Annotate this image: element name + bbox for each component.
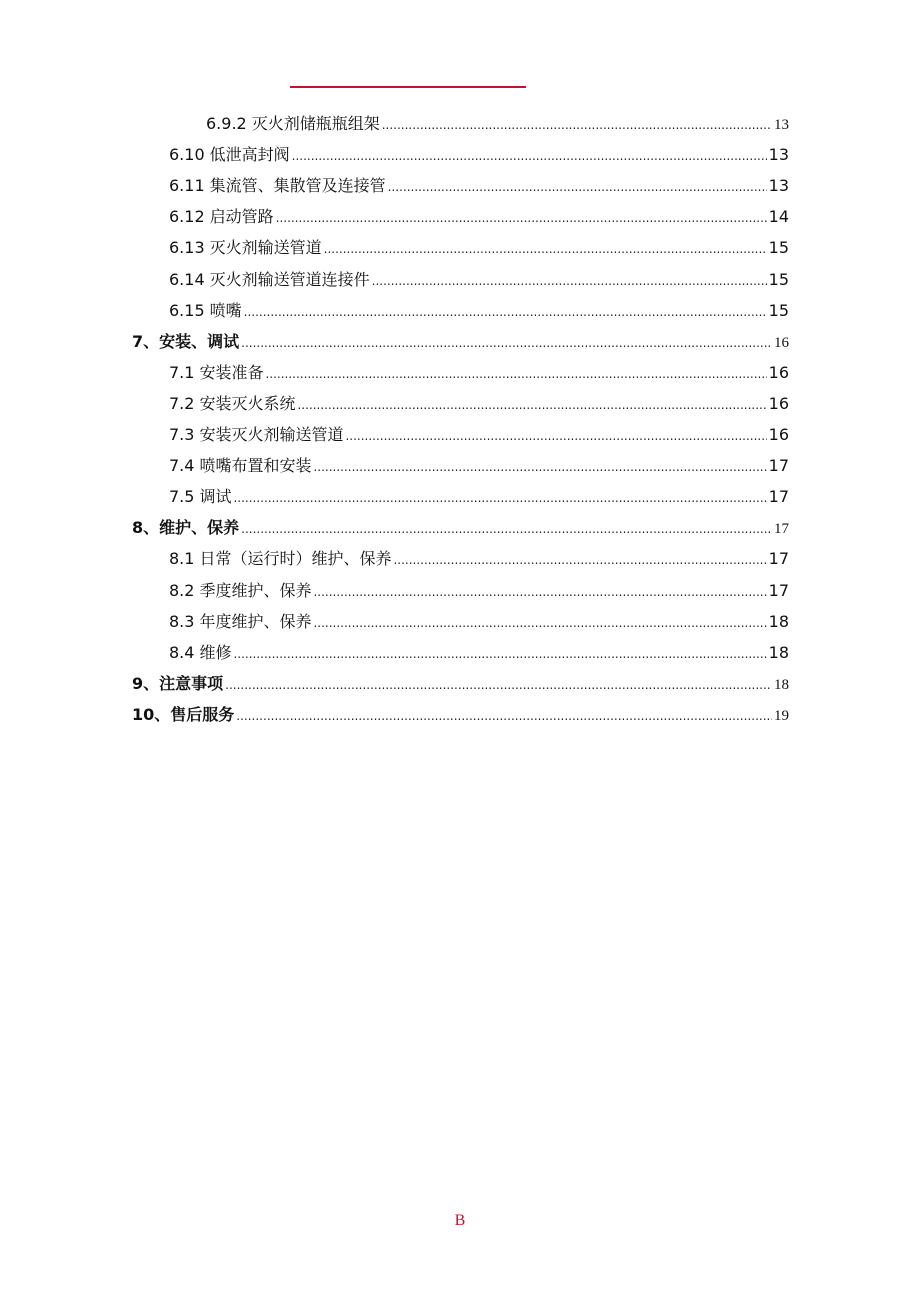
toc-entry-page: 17 — [768, 456, 789, 475]
toc-entry-page: 17 — [768, 581, 789, 600]
toc-entry-page: 17 — [774, 521, 789, 537]
toc-entry-number: 6.11 — [169, 176, 205, 195]
header-rule — [290, 86, 526, 88]
toc-entry-number: 8.2 — [169, 581, 195, 600]
toc-entry[interactable] — [169, 606, 789, 637]
toc-entry-page: 15 — [768, 238, 789, 257]
toc-entry-page: 16 — [768, 394, 789, 413]
toc-entry[interactable] — [169, 357, 789, 388]
toc-entry[interactable] — [169, 264, 789, 295]
toc-entry-page: 19 — [774, 708, 789, 724]
toc-dot-leader — [297, 388, 766, 421]
toc-entry-number: 7.5 — [169, 487, 195, 506]
toc-entry-title: 灭火剂输送管道连接件 — [209, 270, 370, 289]
footer-mark: B — [454, 1212, 466, 1229]
toc-entry-title: 安装灭火剂输送管道 — [199, 425, 344, 444]
toc-entry-page: 13 — [768, 176, 789, 195]
toc-entry-page: 13 — [774, 117, 789, 133]
toc-entry-page: 15 — [768, 270, 789, 289]
toc-entry-number: 6.10 — [169, 145, 205, 164]
toc-entry-title: 喷嘴布置和安装 — [199, 456, 312, 475]
toc-entry-title: 低泄高封阀 — [209, 145, 290, 164]
toc-entry-page: 15 — [768, 301, 789, 320]
toc-entry-title: 年度维护、保养 — [199, 612, 312, 631]
toc-dot-leader — [388, 170, 767, 203]
toc-entry[interactable] — [132, 512, 789, 543]
toc-entry[interactable] — [169, 481, 789, 512]
toc-entry-page: 16 — [768, 425, 789, 444]
toc-dot-leader — [265, 357, 766, 390]
toc-dot-leader — [382, 108, 772, 141]
toc-entry[interactable] — [169, 170, 789, 201]
toc-dot-leader — [292, 139, 767, 172]
toc-entry-number: 8.3 — [169, 612, 195, 631]
toc-entry-page: 13 — [768, 145, 789, 164]
toc-entry-number: 8、 — [132, 518, 160, 537]
toc-entry[interactable] — [169, 232, 789, 263]
toc-dot-leader — [233, 637, 766, 670]
toc-entry[interactable] — [169, 575, 789, 606]
toc-entry-page: 16 — [768, 363, 789, 382]
toc-entry-number: 7、 — [132, 332, 160, 351]
toc-entry-page: 17 — [768, 487, 789, 506]
toc-entry-number: 7.3 — [169, 425, 195, 444]
toc-dot-leader — [313, 606, 766, 639]
toc-entry-title: 售后服务 — [170, 705, 235, 724]
toc-dot-leader — [393, 543, 766, 576]
toc-dot-leader — [244, 295, 767, 328]
toc-entry[interactable] — [169, 543, 789, 574]
toc-entry-number: 6.9.2 — [206, 114, 247, 133]
toc-entry-title: 安装准备 — [199, 363, 264, 382]
toc-entry-title: 维护、保养 — [159, 518, 240, 537]
toc-dot-leader — [345, 419, 766, 452]
toc-entry-number: 10、 — [132, 705, 171, 724]
toc-entry-number: 7.4 — [169, 456, 195, 475]
toc-dot-leader — [233, 481, 766, 514]
toc-entry[interactable] — [169, 637, 789, 668]
toc-entry-number: 7.1 — [169, 363, 195, 382]
toc-entry[interactable] — [132, 326, 789, 357]
toc-dot-leader — [324, 232, 767, 265]
toc-entry-number: 8.4 — [169, 643, 195, 662]
toc-entry-number: 7.2 — [169, 394, 195, 413]
toc-entry-title: 日常（运行时）维护、保养 — [199, 549, 392, 568]
toc-entry-number: 6.13 — [169, 238, 205, 257]
toc-dot-leader — [241, 326, 772, 359]
toc-entry-title: 喷嘴 — [209, 301, 242, 320]
toc-dot-leader — [313, 450, 766, 483]
toc-entry-number: 6.15 — [169, 301, 205, 320]
toc-entry-title: 注意事项 — [159, 674, 224, 693]
toc-entry-title: 集流管、集散管及连接管 — [209, 176, 386, 195]
toc-entry[interactable] — [206, 108, 789, 139]
toc-entry-title: 安装灭火系统 — [199, 394, 296, 413]
toc-entry-title: 启动管路 — [209, 207, 274, 226]
toc-entry-title: 安装、调试 — [159, 332, 240, 351]
toc-dot-leader — [313, 575, 766, 608]
toc-entry-title: 灭火剂输送管道 — [209, 238, 322, 257]
toc-entry[interactable] — [169, 139, 789, 170]
toc-entry[interactable] — [132, 699, 789, 730]
toc-entry-page: 18 — [774, 677, 789, 693]
toc-entry-page: 14 — [768, 207, 789, 226]
toc-entry-page: 18 — [768, 643, 789, 662]
toc-entry[interactable] — [169, 295, 789, 326]
toc-entry-title: 维修 — [199, 643, 232, 662]
toc-entry-number: 6.12 — [169, 207, 205, 226]
toc-dot-leader — [241, 512, 772, 545]
toc-entry[interactable] — [169, 201, 789, 232]
toc-entry-number: 9、 — [132, 674, 160, 693]
toc-entry-title: 季度维护、保养 — [199, 581, 312, 600]
toc-entry-number: 6.14 — [169, 270, 205, 289]
toc-dot-leader — [236, 699, 772, 732]
toc-entry-page: 17 — [768, 549, 789, 568]
toc-dot-leader — [225, 668, 772, 701]
toc-entry-title: 调试 — [199, 487, 232, 506]
toc-entry-title: 灭火剂储瓶瓶组架 — [251, 114, 380, 133]
toc-entry-page: 16 — [774, 335, 789, 351]
toc-entry[interactable] — [132, 668, 789, 699]
toc-entry[interactable] — [169, 419, 789, 450]
toc-dot-leader — [372, 264, 767, 297]
toc-entry[interactable] — [169, 450, 789, 481]
toc-dot-leader — [276, 201, 767, 234]
toc-entry-page: 18 — [768, 612, 789, 631]
toc-entry[interactable] — [169, 388, 789, 419]
toc-entry-number: 8.1 — [169, 549, 195, 568]
